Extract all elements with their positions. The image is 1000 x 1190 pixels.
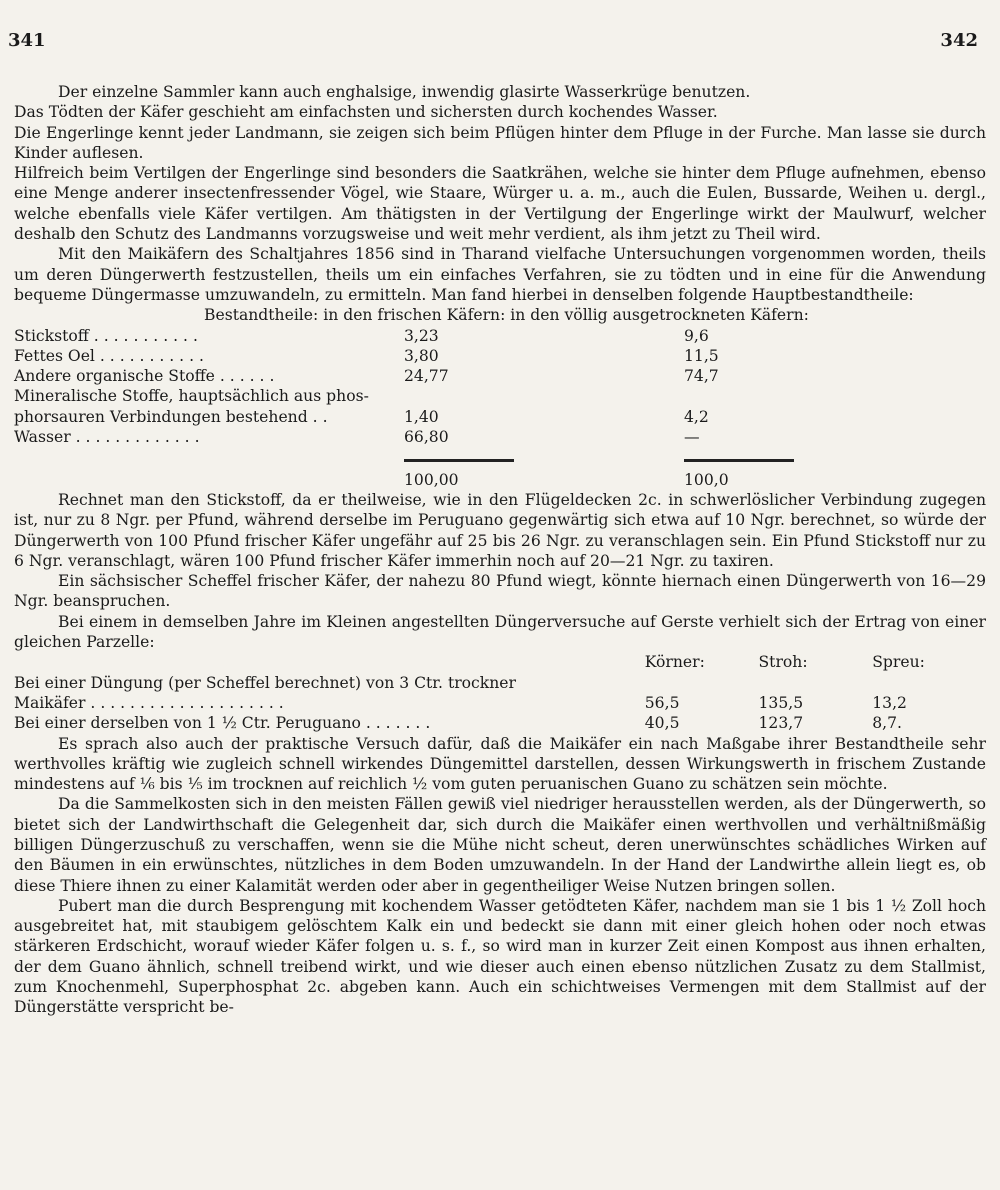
spreu-value: 13,2 [872, 693, 907, 712]
paragraph-3: Die Engerlinge kennt jeder Landmann, sie zeigen sich beim Pflügen hinter dem Pfluge in der Furche. Man lasse sie durch Kinder auflesen. [14, 123, 986, 162]
sum-rule-fresh [404, 459, 514, 462]
paragraph-4: Hilfreich beim Vertilgen der Engerlinge sind besonders die Saatkrähen, welche sie hinter dem Pfluge aufnehmen, ebenso eine Menge anderer insectenfressender Vögel, wie Staare, Würger u. a. m., auch die Eulen, Bussarde, Weihen u. dergl., welche ebenfalls viele Käfer vertilgen. Am thätigsten in der Vertilgung der Engerlinge wirkt der Maulwurf, welcher deshalb den Schutz des Landmanns vorzugsweise und weit mehr verdient, als ihm jetzt zu Theil wird. [14, 164, 986, 244]
paragraph-2: Das Tödten der Käfer geschieht am einfachsten und sichersten durch kochendes Wasser. [14, 103, 718, 122]
table-row [14, 346, 986, 366]
row-label: Mineralische Stoffe, hauptsächlich aus phos- [14, 387, 369, 406]
dry-value: 4,2 [684, 407, 709, 426]
sum-rule-dry [684, 459, 794, 462]
page-number-left: 341 [8, 30, 46, 51]
fresh-value: 3,80 [404, 346, 439, 365]
paragraph-5: Mit den Maikäfern des Schaltjahres 1856 sind in Tharand vielfache Untersuchungen vorgenommen worden, theils um deren Düngerwerth festzustellen, theils um ein einfaches Verfahren, sie zu tödten und in eine für die Anwendung bequeme Düngermasse umzuwandeln, zu ermitteln. Man fand hierbei in denselben folgende Hauptbestandtheile: [14, 245, 986, 304]
stroh-value: 135,5 [758, 693, 804, 712]
composition-table [14, 305, 986, 490]
table-row [14, 673, 986, 693]
dry-value: 11,5 [684, 346, 719, 365]
paragraph-1: Der einzelne Sammler kann auch enghalsige, inwendig glasirte Wasserkrüge benutzen. [58, 83, 751, 101]
table-row [14, 407, 986, 427]
row-label: phorsauren Verbindungen bestehend . . [14, 407, 328, 426]
yield-table-header [14, 652, 986, 672]
paragraph-6: Rechnet man den Stickstoff, da er theilweise, wie in den Flügeldecken 2c. in schwerlöslicher Verbindung zugegen ist, nur zu 8 Ngr. per Pfund, während derselbe im Peruguano gegenwärtig sich etwa auf 10 Ngr. berechnet, so würde der Düngerwerth von 100 Pfund frischer Käfer ungefähr auf 25 bis 26 Ngr. zu veranschlagen sein. Ein Pfund Stickstoff nur zu 6 Ngr. veranschlagt, wären 100 Pfund frischer Käfer immerhin noch auf 20—21 Ngr. zu taxiren. [14, 490, 986, 570]
koerner-value: 56,5 [644, 693, 680, 712]
fresh-value: 66,80 [404, 428, 449, 447]
paragraph-10: Da die Sammelkosten sich in den meisten Fällen gewiß viel niedriger herausstellen werden, als der Düngerwerth, so bietet sich der Landwirthschaft die Gelegenheit dar, sich durch die Maikäfer einen werthvollen und verhältnißmäßig billigen Düngerzuschuß zu verschaffen, wenn sie die Mühe nicht scheut, deren unerwünschtes schädliches Wirken auf den Bäumen in ein erwünschtes, nützliches in dem Boden umzuwandeln. In der Hand der Landwirthe allein liegt es, ob diese Thiere ihnen zu einer Kalamität werden oder aber in gegentheiliger Weise Nutzen bringen sollen. [14, 795, 986, 895]
table-row [14, 713, 986, 733]
paragraph-11: Pubert man die durch Besprengung mit kochendem Wasser getödteten Käfer, nachdem man sie 1 bis 1 ½ Zoll hoch ausgebreitet hat, mit staubigem gelöschtem Kalk ein und bedeckt sie dann mit einer gleich hohen oder noch etwas stärkeren Erdschicht, worauf wieder Käfer folgen u. s. f., so wird man in kurzer Zeit einen Kompost aus ihnen erhalten, der dem Guano ähnlich, schnell treibend wirkt, und wie dieser auch einen ebenso nützlichen Zusatz zu dem Stallmist, zum Knochenmehl, Superphosphat 2c. abgeben kann. Auch ein schichtweises Vermengen mit dem Stallmist auf der Düngerstätte verspricht be- [14, 896, 986, 1017]
table-row [14, 386, 986, 406]
header-koerner: Körner: [644, 653, 705, 672]
stroh-value: 123,7 [758, 714, 804, 733]
dry-value: 9,6 [684, 326, 709, 345]
table-total-row [14, 468, 986, 490]
composition-table-header: Bestandtheile: in den frischen Käfern: in den völlig ausgetrockneten Käfern: [204, 306, 809, 325]
yield-table [14, 652, 986, 733]
row-label: Wasser . . . . . . . . . . . . . [14, 428, 200, 447]
row-label: Fettes Oel . . . . . . . . . . . [14, 346, 204, 365]
dry-value: 74,7 [684, 367, 719, 386]
table-row [14, 693, 986, 713]
header-spreu: Spreu: [872, 653, 925, 672]
table-row [14, 366, 986, 386]
page-number-right: 342 [940, 30, 978, 51]
paragraph-9: Es sprach also auch der praktische Versuch dafür, daß die Maikäfer ein nach Maßgabe ihrer Bestandtheile sehr werthvolles kräftig wie zugleich schnell wirkendes Düngemittel darstellen, dessen Wirkungswerth in frischem Zustande mindestens auf ⅙ bis ⅕ im trocknen auf reichlich ½ vom guten peruanischen Guano zu schätzen sein möchte. [14, 734, 986, 794]
header-stroh: Stroh: [758, 653, 808, 672]
paragraph-7: Ein sächsischer Scheffel frischer Käfer, der nahezu 80 Pfund wiegt, könnte hiernach einen Düngerwerth von 16—29 Ngr. beanspruchen. [14, 572, 986, 611]
page-body [14, 26, 986, 1018]
table-row [14, 326, 986, 346]
row-label: Bei einer Düngung (per Scheffel berechnet) von 3 Ctr. trockner [14, 673, 516, 692]
total-dry: 100,0 [684, 470, 729, 489]
fresh-value: 1,40 [404, 407, 439, 426]
koerner-value: 40,5 [644, 714, 680, 733]
row-label: Stickstoff . . . . . . . . . . . [14, 326, 198, 345]
spreu-value: 8,7. [872, 714, 902, 733]
paragraph-8: Bei einem in demselben Jahre im Kleinen angestellten Düngerversuche auf Gerste verhielt sich der Ertrag von einer gleichen Parzelle: [14, 612, 986, 652]
row-label: Bei einer derselben von 1 ½ Ctr. Peruguano . . . . . . . [14, 714, 431, 733]
row-label: Andere organische Stoffe . . . . . . [14, 367, 275, 386]
fresh-value: 24,77 [404, 367, 449, 386]
total-fresh: 100,00 [404, 470, 459, 489]
fresh-value: 3,23 [404, 326, 439, 345]
dry-value: — [684, 428, 700, 447]
row-label: Maikäfer . . . . . . . . . . . . . . . . . . . . [14, 693, 284, 712]
table-row [14, 427, 986, 447]
